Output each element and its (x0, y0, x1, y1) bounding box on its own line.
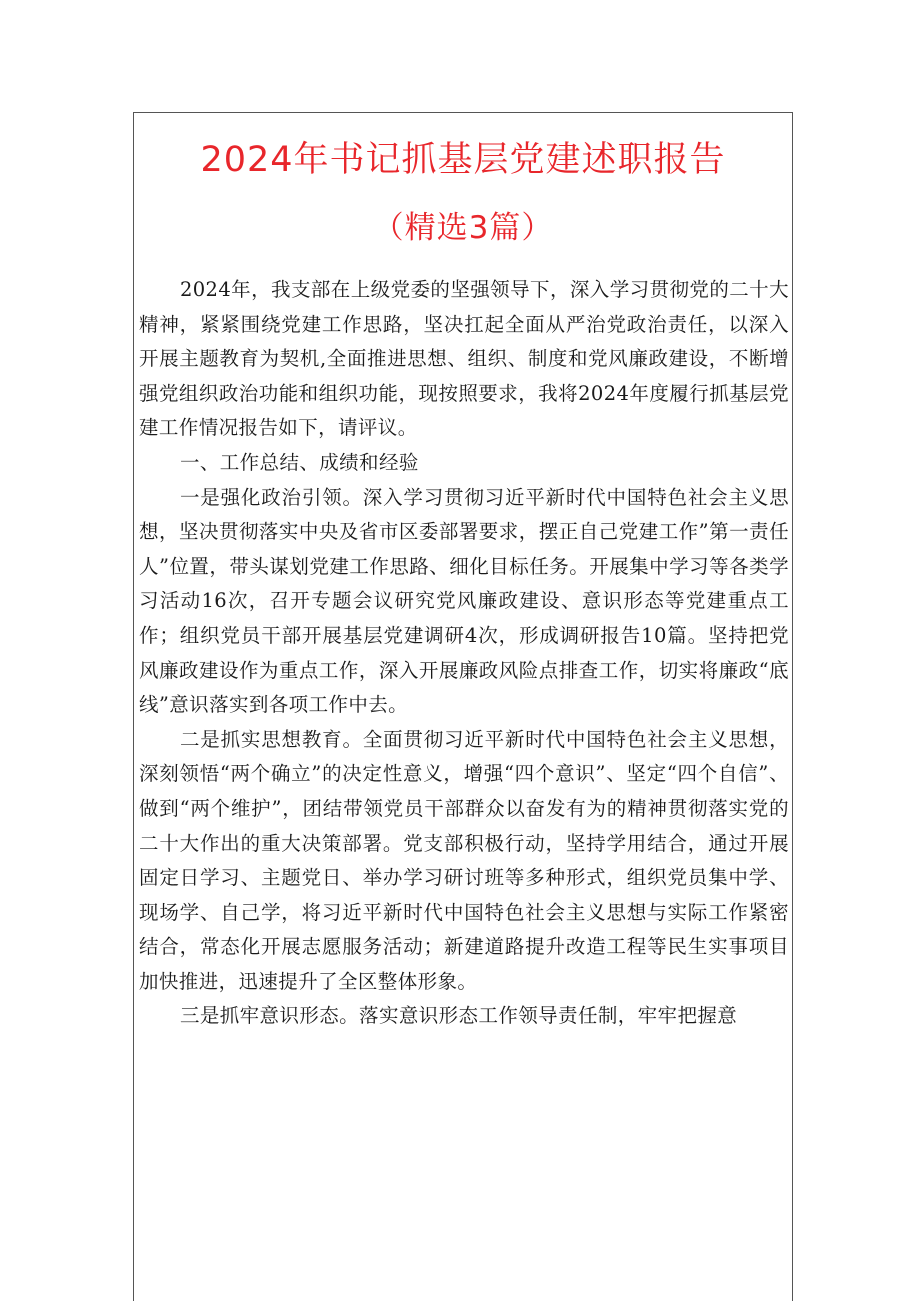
document-subtitle: （精选3篇） (372, 210, 554, 246)
paragraph-political-guidance: 一是强化政治引领。深入学习贯彻习近平新时代中国特色社会主义思想，坚决贯彻落实中央及省市区委部署要求，摆正自己党建工作”第一责任人”位置，带头谋划党建工作思路、细化目标任务。开展集中学习等各类学习活动16次，召开专题会议研究党风廉政建设、意识形态等党建重点工作；组织党员干部开展基层党建调研4次，形成调研报告10篇。坚持把党风廉政建设作为重点工作，深入开展廉政风险点排查工作，切实将廉政“底线”意识落实到各项工作中去。 (139, 485, 789, 717)
document-title: 2024年书记抓基层党建述职报告 (200, 140, 726, 180)
section-heading: 一、工作总结、成绩和经验 (179, 450, 419, 474)
document-body (139, 273, 789, 1034)
paragraph-ideology-work: 三是抓牢意识形态。落实意识形态工作领导责任制，牢牢把握意 (179, 1004, 738, 1028)
paragraph-ideological-education: 二是抓实思想教育。全面贯彻习近平新时代中国特色社会主义思想，深刻领悟“两个确立”的决定性意义，增强“四个意识”、坚定“四个自信”、做到“两个维护”，团结带领党员干部群众以奋发有为的精神贯彻落实党的二十大作出的重大决策部署。党支部积极行动，坚持学用结合，通过开展固定日学习、主题党日、举办学习研讨班等多种形式，组织党员集中学、现场学、自己学，将习近平新时代中国特色社会主义思想与实际工作紧密结合，常态化开展志愿服务活动；新建道路提升改造工程等民生实事项目加快推进，迅速提升了全区整体形象。 (139, 727, 789, 993)
document-frame (133, 112, 793, 1301)
paragraph-intro: 2024年，我支部在上级党委的坚强领导下，深入学习贯彻党的二十大精神，紧紧围绕党建工作思路，坚决扛起全面从严治党政治责任，以深入开展主题教育为契机,全面推进思想、组织、制度和党风廉政建设，不断增强党组织政治功能和组织功能，现按照要求，我将2024年度履行抓基层党建工作情况报告如下，请评议。 (139, 278, 789, 440)
